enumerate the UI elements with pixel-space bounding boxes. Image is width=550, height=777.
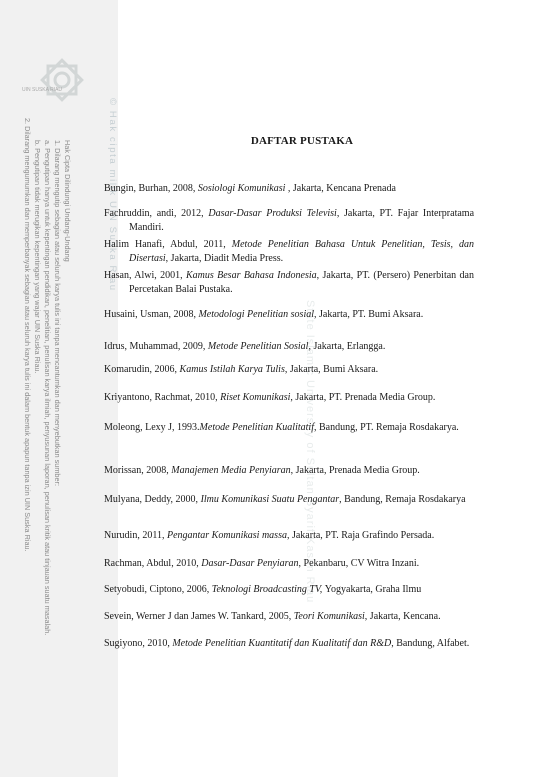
copyright-rule-1b: b. Pengutipan tidak merugikan kepentingan yang wajar UIN Suska Riau. [33, 140, 42, 374]
page-title: DAFTAR PUSTAKA [250, 135, 354, 147]
reference-item: Setyobudi, Ciptono, 2006, Teknologi Broadcasting TV, Yogyakarta, Graha Ilmu [104, 584, 422, 595]
copyright-rule-1a: a. Pengutipan hanya untuk kepentingan pendidikan, penelitian, penulisan karya ilmiah, penyusunan laporan, penulisan kritik atau tinjauan suatu masalah. [43, 140, 52, 636]
uin-suska-logo-icon [38, 56, 86, 104]
reference-item: Rachman, Abdul, 2010, Dasar-Dasar Penyiaran, Pekanbaru, CV Witra Inzani. [104, 558, 420, 569]
copyright-header: Hak Cipta Dilindungi Undang-Undang [63, 140, 72, 262]
university-watermark: State Islamic University of Sultan Syarif Kasim Riau [304, 300, 316, 604]
logo-caption: UIN SUSKA RIAU [22, 87, 63, 93]
reference-item: Morissan, 2008, Manajemen Media Penyiaran, Jakarta, Prenada Media Group. [104, 465, 420, 476]
reference-item: Sevein, Werner J dan James W. Tankard, 2005, Teori Komunikasi, Jakarta, Kencana. [104, 611, 441, 622]
reference-item: Mulyana, Deddy, 2000, Ilmu Komunikasi Suatu Pengantar, Bandung, Remaja Rosdakarya [104, 494, 466, 505]
reference-item: Nurudin, 2011, Pengantar Komunikasi massa, Jakarta, PT. Raja Grafindo Persada. [104, 530, 435, 541]
reference-item: Halim Hanafi, Abdul, 2011, Metode Penelitian Bahasa Untuk Penelitian, Tesis, dan Disertasi, Jakarta, Diadit Media Press. [104, 239, 475, 264]
copyright-watermark: © Hak cipta milik UIN Suska Riau [107, 98, 118, 292]
reference-item: Hasan, Alwi, 2001, Kamus Besar Bahasa Indonesia, Jakarta, PT. (Persero) Penerbitan dan Percetakan Balai Pustaka. [104, 270, 474, 295]
reference-item: Moleong, Lexy J, 1993.Metode Penelitian Kualitatif, Bandung, PT. Remaja Rosdakarya. [104, 422, 459, 433]
reference-item: Komarudin, 2006, Kamus Istilah Karya Tulis, Jakarta, Bumi Aksara. [104, 364, 379, 375]
copyright-rule-2: 2. Dilarang mengumumkan dan memperbanyak sebagian atau seluruh karya tulis ini dalam bentuk apapun tanpa izin UIN Suska Riau. [23, 118, 32, 552]
reference-item: Fachruddin, andi, 2012, Dasar-Dasar Produksi Televisi, Jakarta, PT. Fajar Interpratama Mandiri. [104, 208, 475, 233]
reference-item: Bungin, Burhan, 2008, Sosiologi Komunikasi , Jakarta, Kencana Prenada [104, 183, 396, 194]
reference-item: Sugiyono, 2010, Metode Penelitian Kuantitatif dan Kualitatif dan R&D, Bandung, Alfabet. [104, 638, 470, 649]
reference-item: Husaini, Usman, 2008, Metodologi Penelitian sosial, Jakarta, PT. Bumi Aksara. [104, 309, 424, 320]
copyright-rule-1: 1. Dilarang mengutip sebagian atau seluruh karya tulis ini tanpa mencantumkan dan menyebutkan sumber: [53, 140, 62, 486]
copyright-sidebar [0, 0, 118, 777]
reference-item: Kriyantono, Rachmat, 2010, Riset Komunikasi, Jakarta, PT. Prenada Media Group. [104, 392, 436, 403]
reference-item: Idrus, Muhammad, 2009, Metode Penelitian Sosial, Jakarta, Erlangga. [104, 341, 386, 352]
